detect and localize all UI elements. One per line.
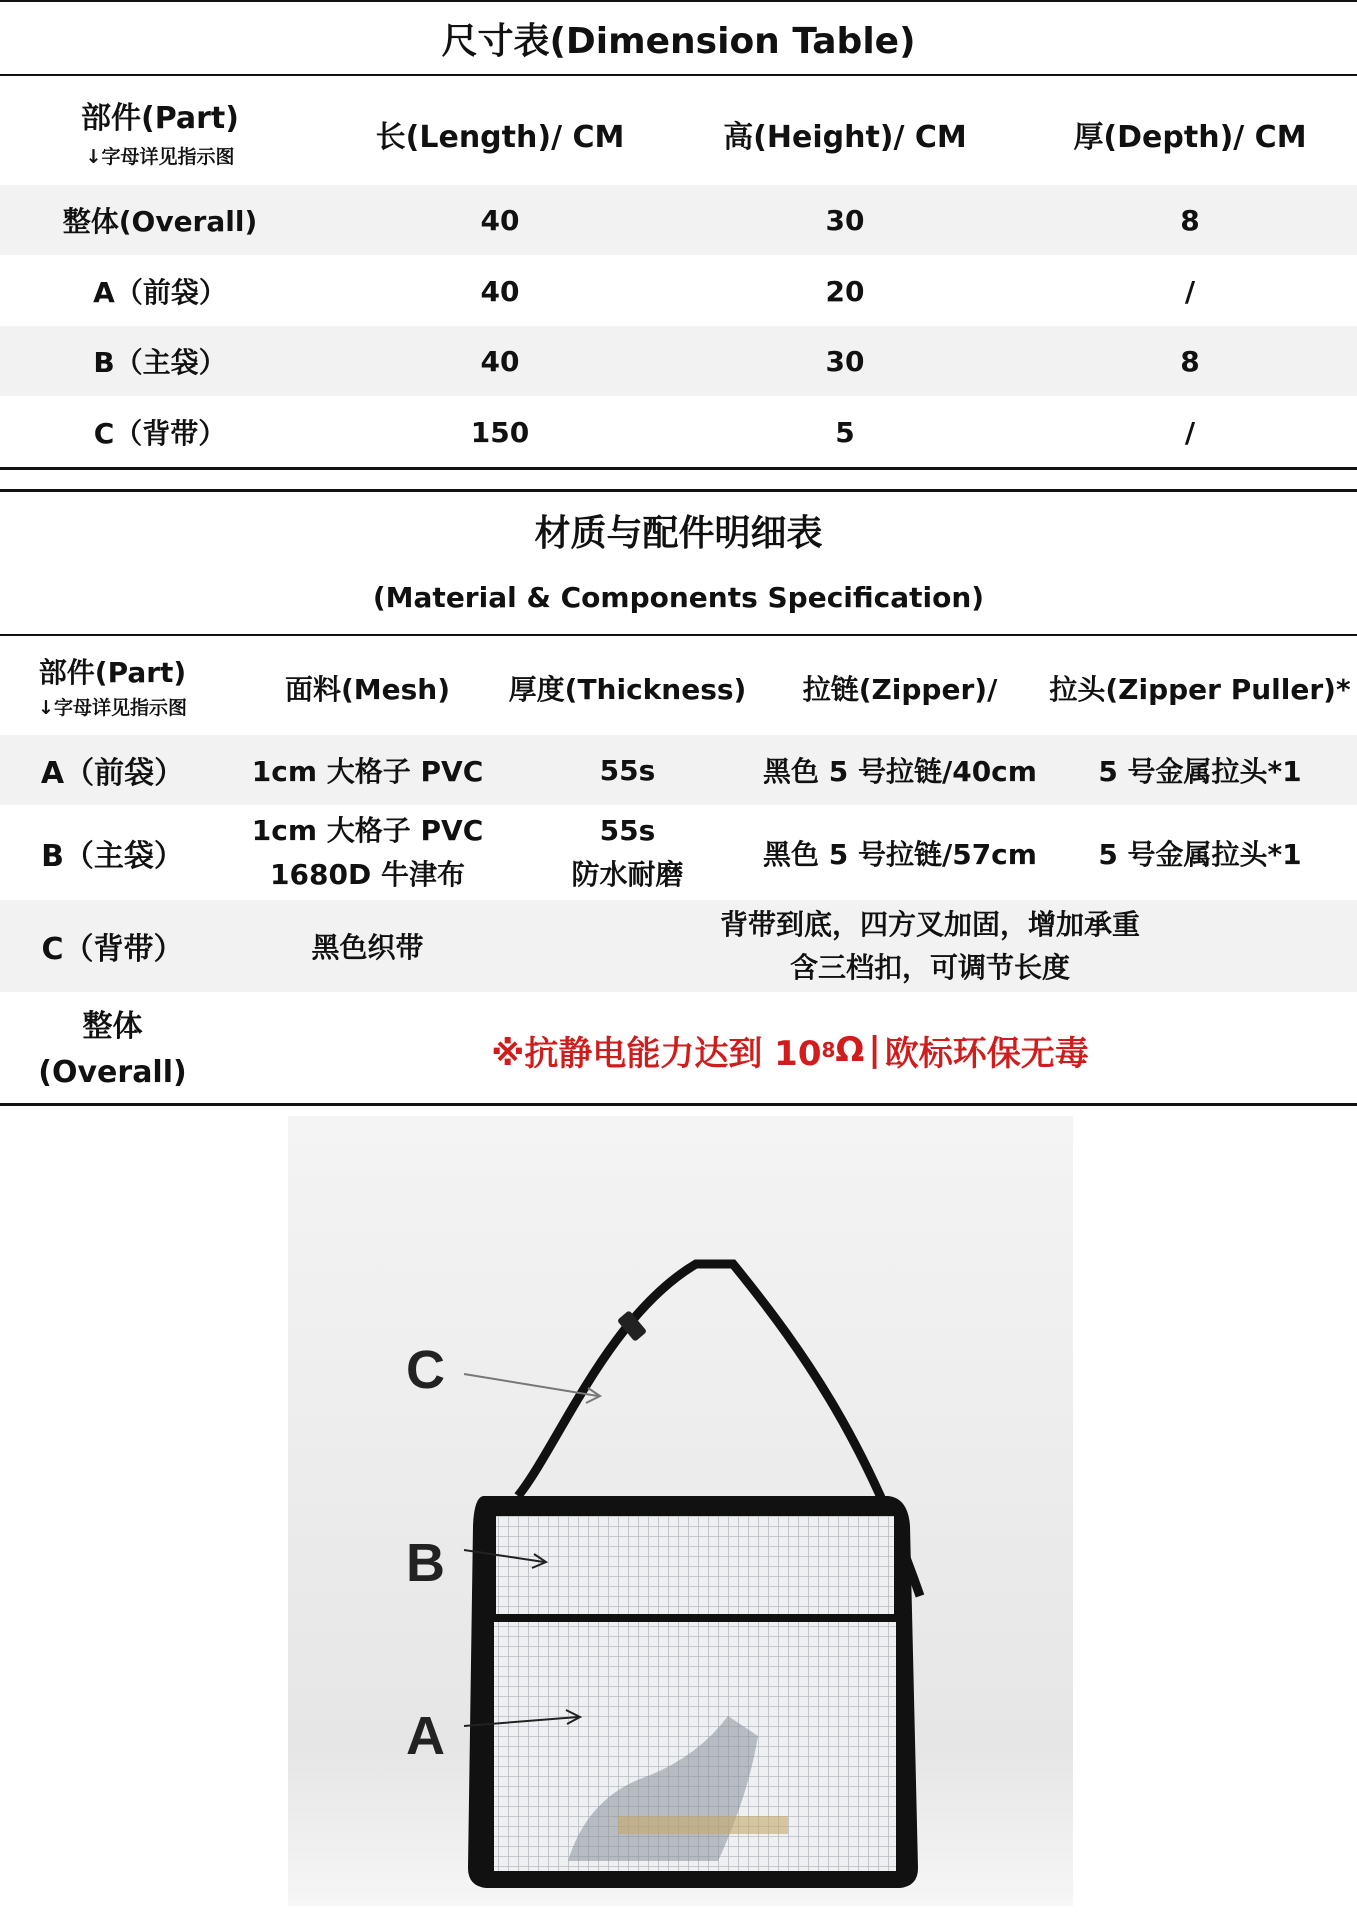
material-header-thickness: 厚度(Thickness) <box>508 672 747 706</box>
antistatic-note-prefix: ※抗静电能力达到 10 <box>491 1033 822 1074</box>
dimension-header-length: 长(Length)/ CM <box>375 120 625 155</box>
part-header-label: 部件(Part) <box>81 101 239 137</box>
material-row-b-thickness <box>500 805 755 900</box>
dim-row-height: 20 <box>825 274 865 308</box>
dimension-table-title: 尺寸表(Dimension Table) <box>441 20 916 62</box>
dimension-header-rule <box>0 74 1357 76</box>
dim-row-height: 30 <box>825 203 865 237</box>
dim-row-part: B（主袋） <box>93 346 227 379</box>
material-row-a-thickness: 55s <box>599 753 656 787</box>
material-row-b-mesh <box>220 805 515 900</box>
antistatic-note-exponent: 8 <box>821 1038 836 1062</box>
material-row-b-zipper: 黑色 5 号拉链/57cm <box>763 837 1037 871</box>
label-c-text: C <box>406 1340 445 1400</box>
antistatic-note-unit: Ω <box>835 1030 865 1070</box>
material-row-c-note <box>640 900 1220 992</box>
dim-row-depth: / <box>1184 415 1196 449</box>
bag-illustration <box>288 1116 1073 1906</box>
product-photo <box>288 1116 1073 1906</box>
material-row-a-puller: 5 号金属拉头*1 <box>1098 755 1302 788</box>
material-table-title: 材质与配件明细表 <box>534 512 823 554</box>
antistatic-note-separator: | <box>868 1030 881 1070</box>
part-header-label: 部件(Part) <box>38 656 187 690</box>
dim-row-part: C（背带） <box>93 417 227 450</box>
overall-line: (Overall) <box>38 1055 187 1090</box>
antistatic-note-tail: 欧标环保无毒 <box>884 1033 1089 1074</box>
thickness-line: 55s <box>599 814 656 848</box>
dimension-header-height: 高(Height)/ CM <box>723 120 967 155</box>
dimension-header-part <box>30 84 290 184</box>
note-line: 含三档扣，可调节长度 <box>789 951 1070 984</box>
part-header-note: ↓字母详见指示图 <box>85 145 235 168</box>
material-header-zipper: 拉链(Zipper)/ <box>802 672 998 706</box>
dim-row-height: 30 <box>825 344 865 378</box>
dimension-bottom-rule <box>0 467 1357 470</box>
dim-row-depth: 8 <box>1180 344 1200 378</box>
overall-line: 整体 <box>82 1008 143 1044</box>
material-header-rule <box>0 634 1357 636</box>
material-header-mesh: 面料(Mesh) <box>284 672 451 706</box>
dim-row-length: 40 <box>480 274 520 308</box>
material-row-b-part: B（主袋） <box>41 838 184 874</box>
main-pocket-mesh <box>496 1516 894 1614</box>
dim-row-depth: / <box>1184 274 1196 308</box>
dim-row-part: A（前袋） <box>93 276 227 309</box>
material-row-c-part: C（背带） <box>41 932 184 967</box>
label-b-text: B <box>406 1533 445 1593</box>
bag-contents-item <box>618 1816 788 1834</box>
material-row-a-zipper: 黑色 5 号拉链/40cm <box>763 755 1037 788</box>
dim-row-length: 40 <box>480 344 520 378</box>
thickness-line: 防水耐磨 <box>571 857 684 891</box>
dimension-header-depth: 厚(Depth)/ CM <box>1073 120 1307 155</box>
material-row-a-part: A（前袋） <box>40 756 185 791</box>
top-rule <box>0 0 1357 2</box>
part-header-note: ↓字母详见指示图 <box>38 697 187 720</box>
material-header-part <box>10 640 215 735</box>
material-table-subtitle: (Material & Components Specification) <box>372 580 985 614</box>
dim-row-length: 40 <box>480 203 520 237</box>
material-bottom-rule <box>0 1103 1357 1106</box>
dim-row-length: 150 <box>470 415 530 449</box>
material-row-c-mesh: 黑色织带 <box>311 931 424 964</box>
material-row-b-puller: 5 号金属拉头*1 <box>1098 837 1302 871</box>
material-top-rule <box>0 489 1357 492</box>
material-header-puller: 拉头(Zipper Puller)* <box>1049 672 1351 706</box>
label-a-text: A <box>406 1706 445 1766</box>
mesh-line: 1680D 牛津布 <box>270 857 465 891</box>
mesh-line: 1cm 大格子 PVC <box>251 814 484 848</box>
material-row-overall-part <box>10 995 215 1105</box>
material-row-a-mesh: 1cm 大格子 PVC <box>251 755 484 788</box>
antistatic-note <box>300 1000 1280 1100</box>
dim-row-depth: 8 <box>1180 203 1200 237</box>
note-line: 背带到底，四方叉加固，增加承重 <box>719 907 1140 941</box>
dim-row-part: 整体(Overall) <box>62 205 258 238</box>
dim-row-height: 5 <box>835 415 855 449</box>
